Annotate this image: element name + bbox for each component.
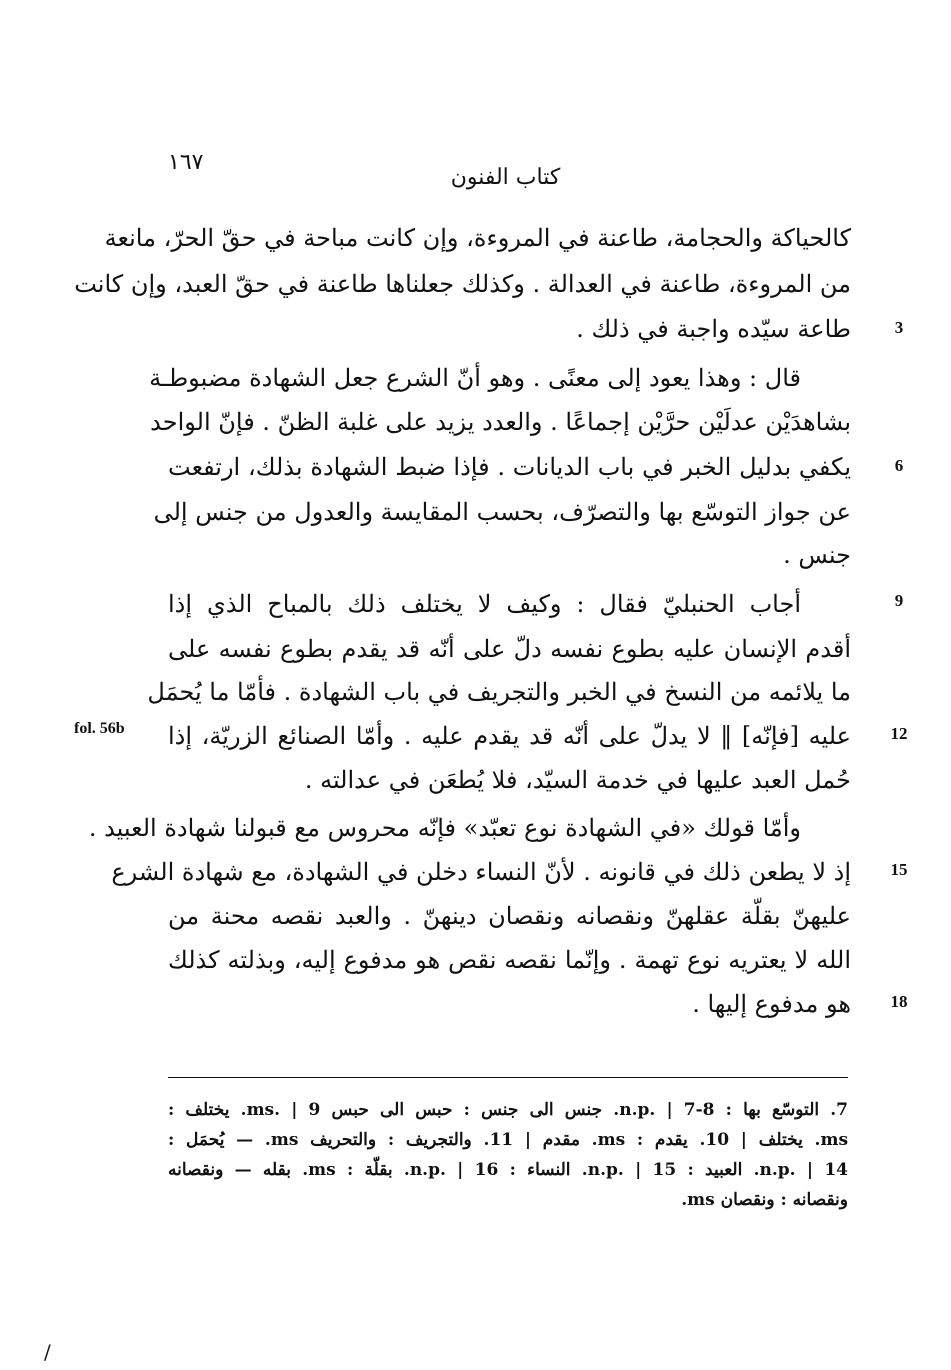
text-line: عليه [فإنّه] ‖ لا يدلّ على أنّه قد يقدم عليه . وأمّا الصنائع الزريّة، إذا bbox=[168, 722, 851, 750]
footnote-line: ms. يختلف | 10. يقدم : ms. مقدم | 11. والتجريف : والتحريف ms. — يُحمَل : bbox=[168, 1130, 849, 1150]
text-line: إذ لا يطعن ذلك في قانونه . لأنّ النساء دخلن في الشهادة، مع شهادة الشرع bbox=[111, 858, 851, 886]
line-number: 3 bbox=[894, 318, 904, 337]
line-number: 18 bbox=[890, 992, 908, 1011]
text-line: عليهنّ بقلّة عقلهنّ ونقصانه ونقصان دينهنّ . والعبد نقصه محنة من bbox=[168, 902, 851, 930]
footnote-line: 7. التوسّع بها : n.p. | 7-8. جنس الى جنس : حبس الى حبس ms. | 9. يختلف : bbox=[168, 1100, 849, 1120]
text-line: أجاب الحنبليّ فقال : وكيف لا يختلف ذلك بالمباح الذي إذا bbox=[168, 590, 801, 618]
line-number: 6 bbox=[894, 456, 904, 475]
text-line: قال : وهذا يعود إلى معنًى . وهو أنّ الشرع جعل الشهادة مضبوطـة bbox=[149, 364, 801, 392]
text-line: جنس . bbox=[783, 541, 851, 569]
line-number: 15 bbox=[890, 860, 908, 879]
text-line: حُمل العبد عليها في خدمة السيّد، فلا يُطعَن في عدالته . bbox=[304, 766, 851, 794]
margin-note: fol. 56b bbox=[74, 720, 125, 737]
text-line: الله لا يعتريه نوع تهمة . وإنّما نقصه نقص هو مدفوع إليه، وبذلته كذلك bbox=[168, 946, 851, 974]
text-line: كالحياكة والحجامة، طاعنة في المروءة، وإن كانت مباحة في حقّ الحرّ، مانعة bbox=[104, 224, 851, 252]
text-line: بشاهدَيْن عدلَيْن حرَّيْن إجماعًا . والعدد يزيد على غلبة الظنّ . فإنّ الواحد bbox=[150, 408, 851, 436]
page-number: ١٦٧ bbox=[168, 150, 204, 175]
text-line: وأمّا قولك «في الشهادة نوع تعبّد» فإنّه محروس مع قبولنا شهادة العبيد . bbox=[88, 814, 801, 842]
footnote-rule bbox=[168, 1077, 848, 1078]
running-head: كتاب الفنون bbox=[450, 165, 561, 190]
text-line: من المروءة، طاعنة في العدالة . وكذلك جعلناها طاعنة في حقّ العبد، وإن كانت bbox=[74, 270, 851, 298]
text-line: طاعة سيّده واجبة في ذلك . bbox=[576, 315, 851, 343]
line-number: 12 bbox=[890, 724, 908, 743]
text-line: ما يلائمه من النسخ في الخبر والتجريف في باب الشهادة . فأمّا ما يُحمَل bbox=[147, 678, 851, 706]
line-number: 9 bbox=[894, 591, 904, 610]
footnote-line: n.p. | 14. العبيد : n.p. | 15. النساء : n.p. | 16. بقلّة : ms. بقله — ونقصانه bbox=[168, 1160, 848, 1180]
footnote-line: ونقصانه : ونقصان ms. bbox=[681, 1190, 848, 1210]
stray-mark: / bbox=[44, 1340, 51, 1364]
text-line: أقدم الإنسان عليه بطوع نفسه دلّ على أنّه قد يقدم بطوع نفسه على bbox=[168, 635, 851, 663]
text-line: هو مدفوع إليها . bbox=[692, 990, 851, 1018]
text-line: يكفي بدليل الخبر في باب الديانات . فإذا ضبط الشهادة بذلك، ارتفعت bbox=[168, 453, 851, 481]
text-line: عن جواز التوسّع بها والتصرّف، بحسب المقايسة والعدول من جنس إلى bbox=[153, 498, 851, 526]
